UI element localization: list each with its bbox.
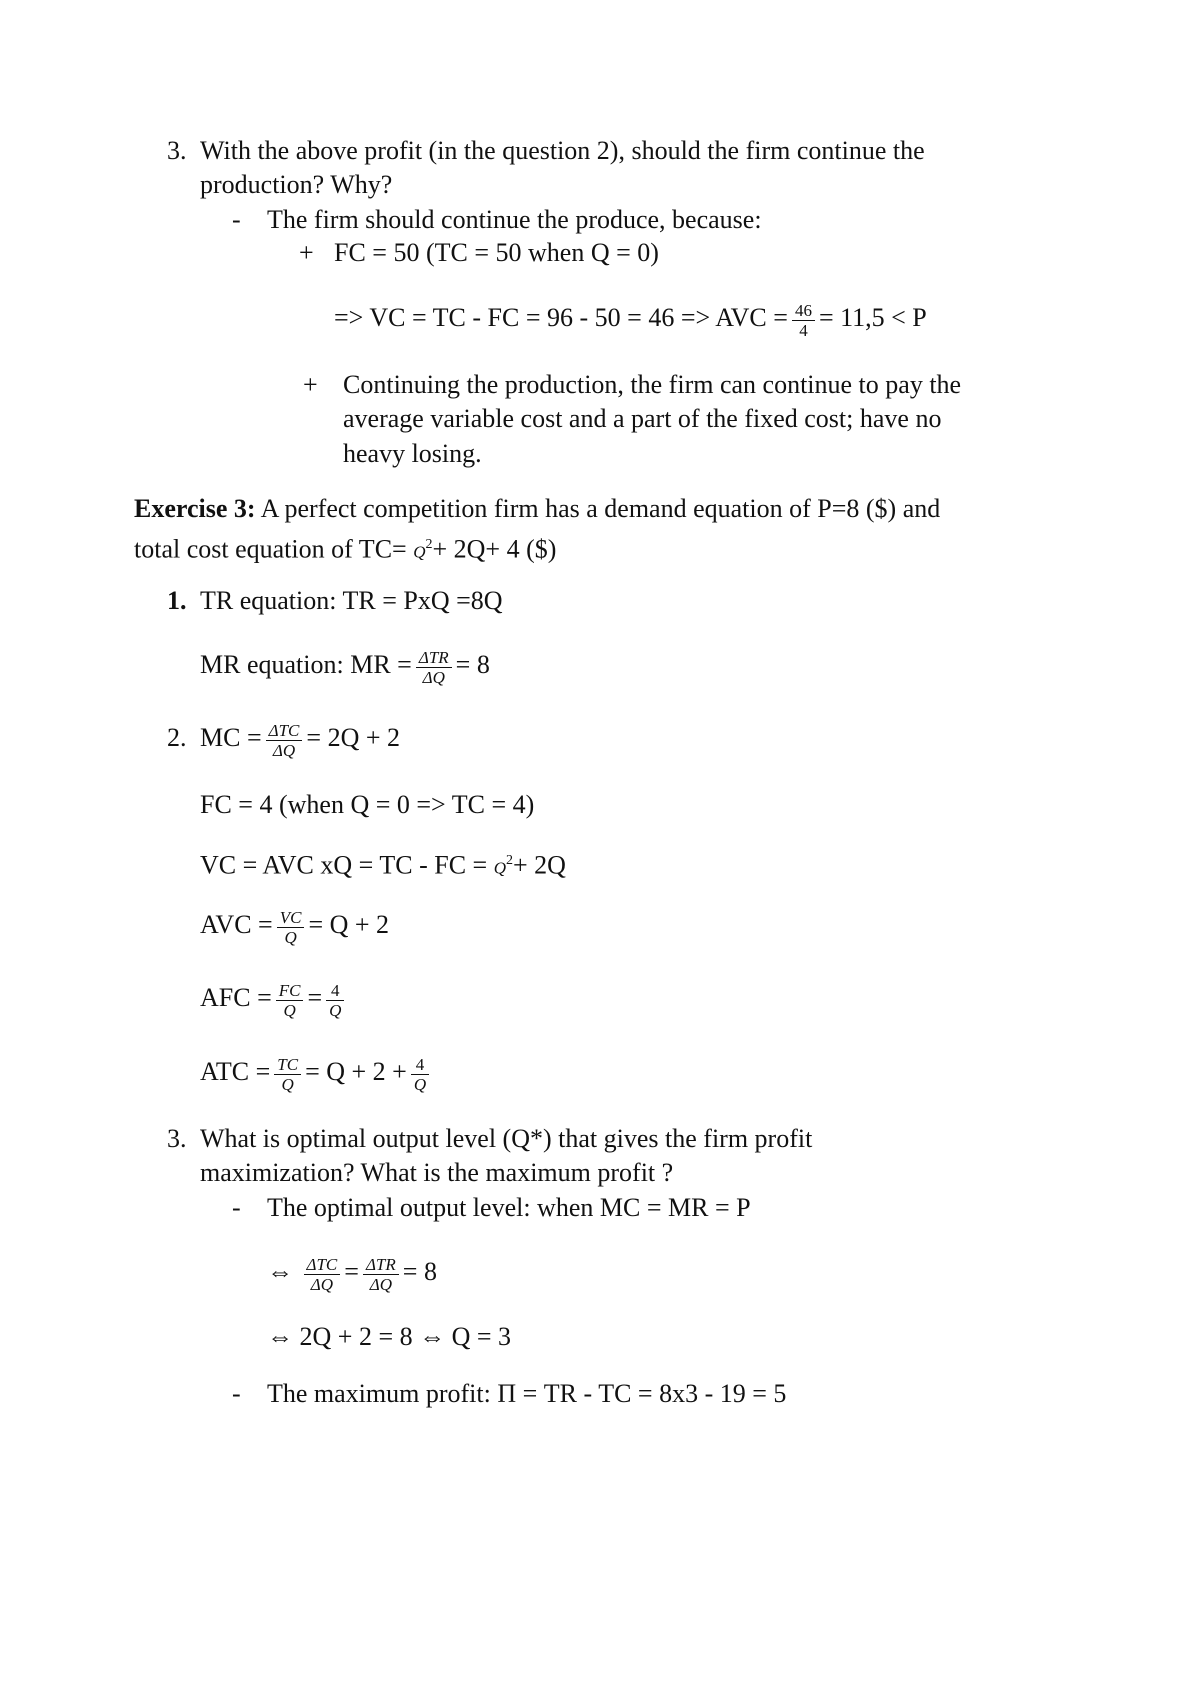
q3-vc-post: = 11,5 < P: [818, 303, 927, 332]
p2-atc: [200, 1047, 433, 1097]
p2-atc-mid: = Q + 2 +: [305, 1057, 407, 1086]
avc-num: 46: [792, 301, 815, 321]
avc-fraction: [792, 301, 815, 340]
p3-f2-fraction: [363, 1255, 399, 1294]
p3-eq8: = 8: [402, 1257, 437, 1286]
p2-afc-pre: AFC =: [200, 983, 272, 1012]
mr-fraction: [416, 648, 452, 687]
exercise3-line1: [134, 492, 940, 526]
afc-den: Q: [283, 1000, 296, 1020]
atc2-den: Q: [413, 1074, 427, 1094]
avc-den: 4: [799, 320, 808, 340]
p2-mc: [200, 713, 400, 763]
p2-mc-post: = 2Q + 2: [306, 723, 401, 752]
mc-num: ΔTC: [266, 721, 303, 741]
q3-number: 3.: [167, 136, 187, 165]
p2-fc: FC = 4 (when Q = 0 => TC = 4): [200, 790, 535, 819]
p1-number: 1.: [167, 586, 187, 615]
q3-answer: The firm should continue the produce, because:: [267, 205, 762, 234]
p2-mc-pre: MC =: [200, 723, 262, 752]
afc-num: FC: [276, 981, 304, 1001]
avc2-fraction: [277, 908, 305, 947]
p3-f1-num: ΔTC: [304, 1255, 341, 1275]
p3-opt: The optimal output level: when MC = MR = P: [267, 1193, 751, 1222]
mc-fraction: [266, 721, 303, 760]
p3-solve: ⇔ 2Q + 2 = 8 ⇔ Q = 3: [267, 1322, 512, 1351]
avc2-den: Q: [284, 927, 297, 947]
p3-iff-equation: [267, 1247, 437, 1297]
q3-cont-line2: average variable cost and a part of the fixed cost; have no: [343, 404, 942, 433]
p3-iff: ⇔: [267, 1257, 293, 1286]
p2-afc-eq: =: [307, 983, 323, 1012]
p2-atc-pre: ATC =: [200, 1057, 271, 1086]
q3-plus-1: +: [299, 238, 314, 267]
exercise3-text2: total cost equation of TC=: [134, 534, 407, 564]
p3-f1-fraction: [304, 1255, 341, 1294]
q3-line2: production? Why?: [200, 170, 393, 199]
p2-vc-pre: VC = AVC xQ = TC - FC =: [200, 850, 488, 880]
afc2-den: Q: [329, 1000, 342, 1020]
q3-vc-pre: => VC = TC - FC = 96 - 50 = 46 => AVC =: [334, 303, 788, 332]
afc2-fraction: [326, 981, 344, 1020]
exercise3-text3: + 2Q+ 4 ($): [432, 534, 557, 564]
q3-cont-line3: heavy losing.: [343, 439, 482, 468]
p3-dash2: -: [232, 1379, 241, 1408]
p3-dash: -: [232, 1193, 241, 1222]
q3-fc-line: FC = 50 (TC = 50 when Q = 0): [334, 238, 659, 267]
atc2-fraction: [411, 1055, 429, 1094]
p1-mr-pre: MR equation: MR =: [200, 650, 412, 679]
exercise3-line2: [134, 528, 556, 570]
p2-avc-post: = Q + 2: [308, 910, 390, 939]
mr-den: ΔQ: [422, 667, 445, 687]
p3-profit: The maximum profit: Π = TR - TC = 8x3 - 19 = 5: [267, 1379, 787, 1408]
atc-fraction: [274, 1055, 301, 1094]
p2-avc: [200, 900, 389, 950]
p1-tr: TR equation: TR = PxQ =8Q: [200, 586, 503, 615]
p2-vc-post: + 2Q: [513, 850, 566, 880]
afc2-num: 4: [326, 981, 344, 1001]
exercise3-title: Exercise 3:: [134, 494, 256, 523]
p1-mr-post: = 8: [455, 650, 490, 679]
p1-mr: [200, 640, 490, 690]
atc2-num: 4: [411, 1055, 429, 1075]
q3-dash: -: [232, 205, 241, 234]
p3-eq: =: [344, 1257, 359, 1286]
q3-vc-equation: [334, 293, 927, 343]
mr-num: ΔTR: [416, 648, 452, 668]
avc2-num: VC: [277, 908, 305, 928]
q3-cont-line1: Continuing the production, the firm can continue to pay the: [343, 370, 962, 399]
mc-den: ΔQ: [272, 740, 296, 760]
q3-plus-2: +: [303, 370, 318, 399]
p3-line1: What is optimal output level (Q*) that gives the firm profit: [200, 1124, 813, 1153]
p2-avc-pre: AVC =: [200, 910, 273, 939]
atc-num: TC: [274, 1055, 301, 1075]
exercise3-sq: 2: [425, 537, 433, 552]
p3-f2-den: ΔQ: [369, 1274, 392, 1294]
p2-vc: [200, 844, 566, 886]
p3-number: 3.: [167, 1124, 187, 1153]
afc-fraction: [276, 981, 304, 1020]
exercise3-text1: A perfect competition firm has a demand equation of P=8 ($) and: [260, 494, 941, 523]
p2-vc-q: Q: [493, 858, 506, 878]
p2-number: 2.: [167, 723, 187, 752]
p2-vc-sq: 2: [506, 853, 513, 868]
exercise3-q: Q: [413, 542, 426, 562]
p3-f2-num: ΔTR: [363, 1255, 399, 1275]
atc-den: Q: [281, 1074, 294, 1094]
p2-afc: [200, 973, 348, 1023]
q3-line1: With the above profit (in the question 2), should the firm continue the: [200, 136, 925, 165]
p3-f1-den: ΔQ: [310, 1274, 334, 1294]
p3-line2: maximization? What is the maximum profit ?: [200, 1158, 674, 1187]
